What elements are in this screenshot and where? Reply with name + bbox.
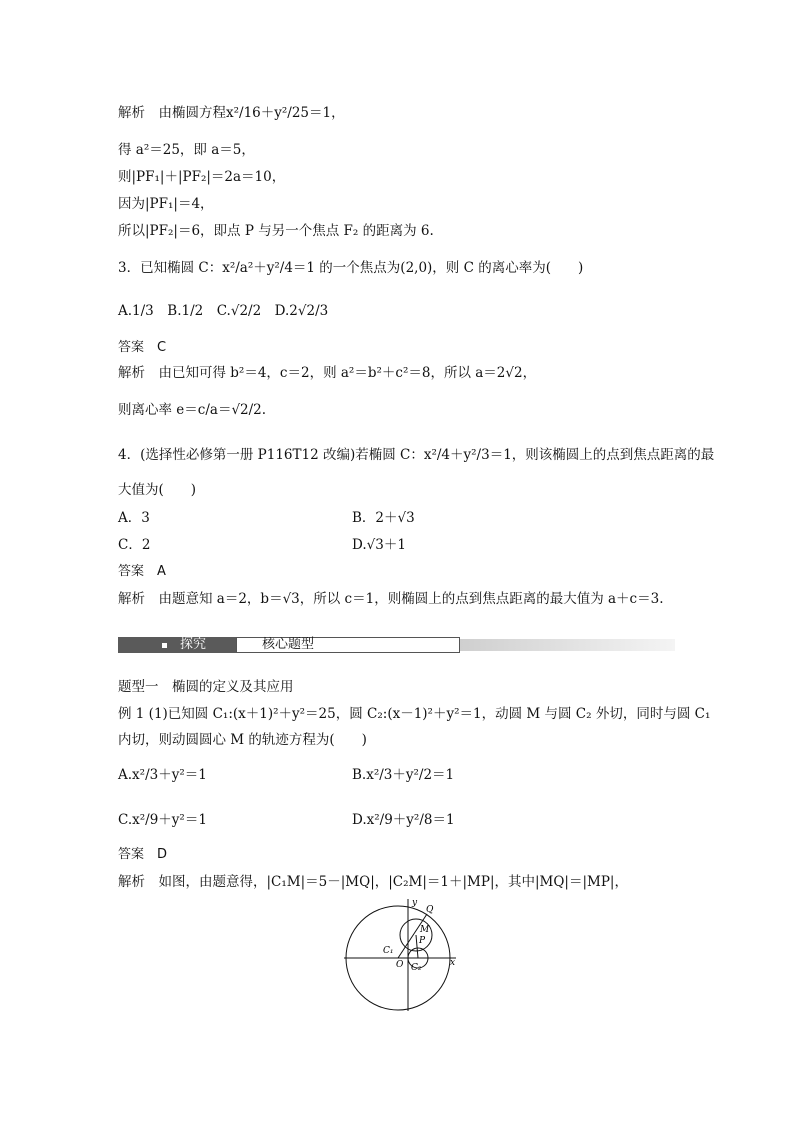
label-x: x bbox=[450, 958, 456, 968]
question-3-analysis-1: 解析 由已知可得 b²＝4，c＝2，则 a²＝b²＋c²＝8，所以 a＝2√2， bbox=[118, 365, 537, 381]
question-3-analysis-2: 则离心率 e＝c/a＝√2/2. bbox=[118, 402, 267, 418]
label-c2: C₂ bbox=[411, 963, 422, 973]
question-3: 3．已知椭圆 C：x²/a²＋y²/4＝1 的一个焦点为(2,0)，则 C 的离心率为( ) bbox=[118, 260, 584, 276]
banner-tag bbox=[118, 637, 236, 653]
question-4-option-d: D.√3＋1 bbox=[352, 537, 406, 553]
question-4-option-a: A．3 bbox=[118, 510, 150, 526]
example-analysis: 解析 如图，由题意得，|C₁M|＝5－|MQ|，|C₂M|＝1＋|MP|，其中|MQ|＝|MP|， bbox=[118, 874, 628, 890]
example-1-line-2: 内切，则动圆圆心 M 的轨迹方程为( ) bbox=[118, 732, 367, 748]
example-option-c: C.x²/9＋y²＝1 bbox=[118, 812, 207, 828]
ellipse-figure bbox=[340, 895, 460, 1015]
question-3-answer: 答案 C bbox=[118, 340, 167, 355]
line-5: 所以|PF₂|＝6，即点 P 与另一个焦点 F₂ 的距离为 6. bbox=[118, 223, 434, 239]
example-answer: 答案 D bbox=[118, 847, 168, 862]
example-1-line-1: 例 1 (1)已知圆 C₁:(x＋1)²＋y²＝25，圆 C₂:(x－1)²＋y²＝1，动圆 M 与圆 C₂ 外切，同时与圆 C₁ bbox=[118, 706, 711, 722]
label-m: M bbox=[420, 925, 430, 935]
example-option-d: D.x²/9＋y²/8＝1 bbox=[352, 812, 455, 828]
banner-title: 核心题型 bbox=[262, 637, 315, 652]
banner-tag-text: 探究 bbox=[180, 637, 207, 652]
banner-square-icon bbox=[162, 643, 167, 648]
line-2: 得 a²＝25，即 a＝5， bbox=[118, 142, 255, 158]
question-3-options: A.1/3 B.1/2 C.√2/2 D.2√2/3 bbox=[118, 303, 329, 319]
question-4-option-b: B．2＋√3 bbox=[352, 510, 415, 526]
question-4-analysis: 解析 由题意知 a＝2，b＝√3，所以 c＝1，则椭圆上的点到焦点距离的最大值为 a＋c＝3. bbox=[118, 591, 664, 607]
example-option-b: B.x²/3＋y²/2＝1 bbox=[352, 767, 455, 783]
line-3: 则|PF₁|＋|PF₂|＝2a＝10， bbox=[118, 169, 286, 185]
label-q: Q bbox=[426, 905, 434, 915]
banner-gradient-bar bbox=[460, 639, 675, 651]
line-1: 解析 由椭圆方程x²/16＋y²/25＝1， bbox=[118, 105, 345, 121]
banner-title-box bbox=[236, 637, 460, 653]
section-banner bbox=[118, 636, 675, 654]
segment-m-c2 bbox=[416, 935, 418, 958]
question-4-option-c: C．2 bbox=[118, 537, 151, 553]
example-option-a: A.x²/3＋y²＝1 bbox=[118, 767, 207, 783]
topic-heading: 题型一 椭圆的定义及其应用 bbox=[118, 679, 294, 695]
line-4: 因为|PF₁|＝4， bbox=[118, 196, 214, 212]
label-c1: C₁ bbox=[383, 946, 394, 956]
question-4-answer: 答案 A bbox=[118, 564, 166, 579]
label-o: O bbox=[396, 960, 404, 970]
question-4-line-2: 大值为( ) bbox=[118, 482, 197, 498]
label-y: y bbox=[412, 898, 418, 908]
label-p: P bbox=[419, 936, 426, 946]
question-4-line-1: 4．(选择性必修第一册 P116T12 改编)若椭圆 C：x²/4＋y²/3＝1，则该椭圆上的点到焦点距离的最 bbox=[118, 447, 715, 463]
